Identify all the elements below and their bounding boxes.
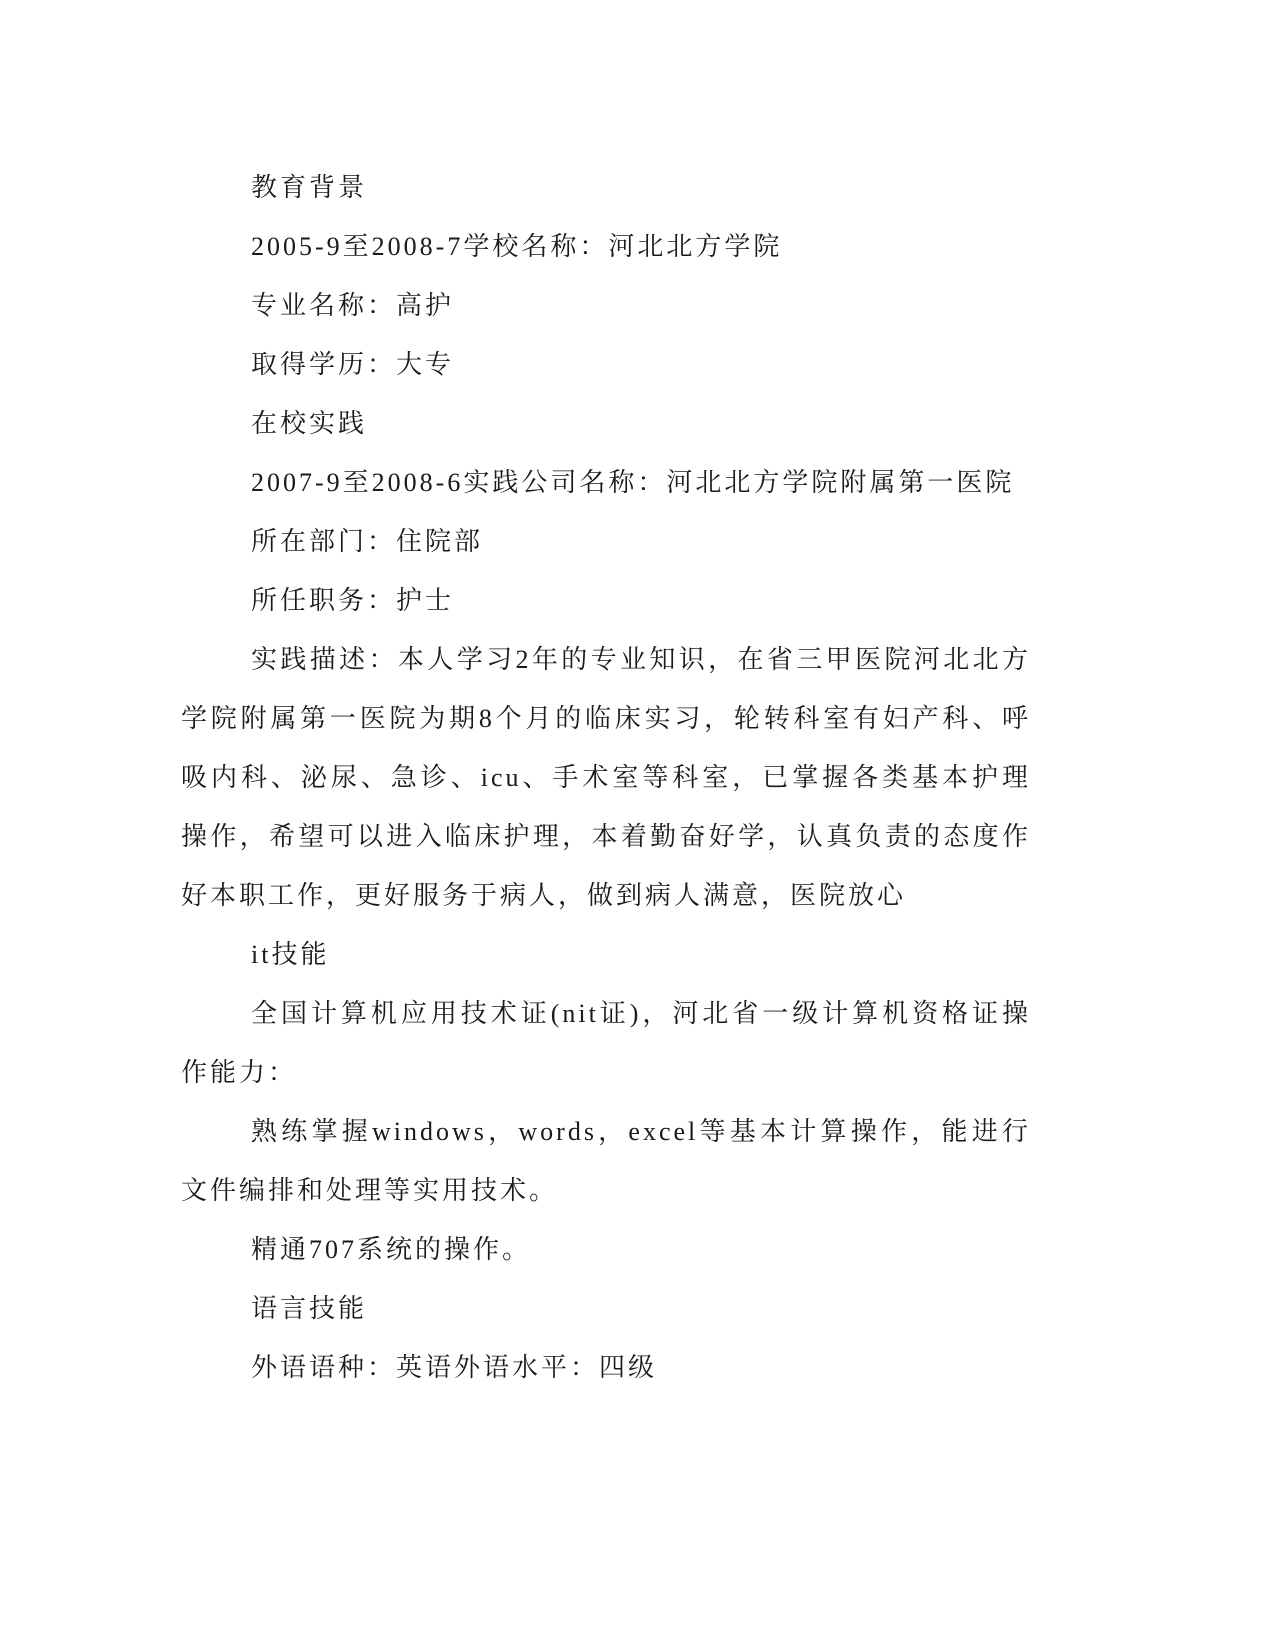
it-system-skill: 精通707系统的操作。 (251, 1235, 532, 1264)
practice-description: 实践描述：本人学习2年的专业知识，在省三甲医院河北北方学院附属第一医院为期8个月的临床实习，轮转科室有妇产科、呼吸内科、泌尿、急诊、icu、手术室等科室，已掌握各类基本护理操作，希望可以进入临床护理，本着勤奋好学，认真负责的态度作好本职工作，更好服务于病人，做到病人满意，医院放心 (181, 645, 1031, 910)
document-body (181, 158, 1031, 1397)
education-major: 专业名称：高护 (251, 291, 455, 320)
it-software-skills: 熟练掌握windows，words，excel等基本计算操作，能进行文件编排和处理等实用技术。 (181, 1117, 1031, 1205)
section-heading-practice: 在校实践 (251, 409, 368, 438)
education-degree: 取得学历：大专 (251, 350, 455, 379)
practice-position: 所任职务：护士 (251, 586, 455, 615)
section-heading-it-skills: it技能 (251, 940, 330, 969)
section-heading-language-skills: 语言技能 (251, 1294, 368, 1323)
practice-period-company: 2007-9至2008-6实践公司名称：河北北方学院附属第一医院 (251, 468, 1015, 497)
education-period-school: 2005-9至2008-7学校名称：河北北方学院 (251, 232, 783, 261)
language-level: 外语语种：英语外语水平：四级 (251, 1353, 658, 1382)
practice-department: 所在部门：住院部 (251, 527, 484, 556)
it-certificates: 全国计算机应用技术证(nit证)，河北省一级计算机资格证操作能力： (181, 999, 1031, 1087)
section-heading-education: 教育背景 (251, 173, 368, 202)
